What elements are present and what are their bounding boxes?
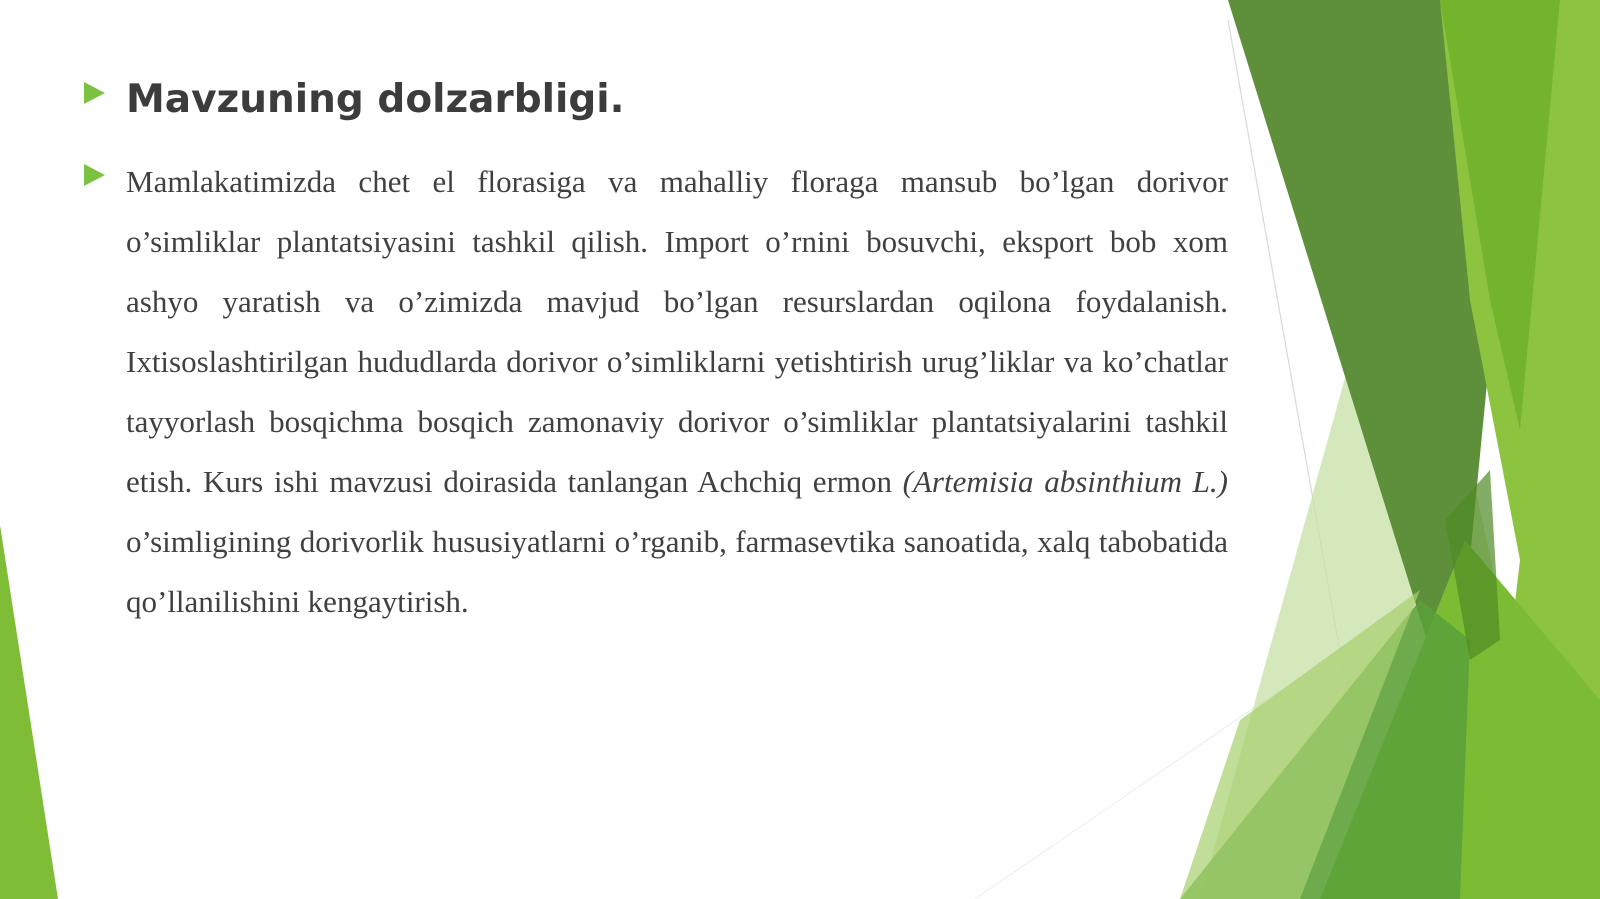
triangle-bullet-icon [84, 164, 105, 186]
body-paragraph [126, 152, 1228, 632]
body-text-part-2: o’simligining dorivorlik hususiyatlarni o’rganib, farmasevtika sanoatida, xalq tabobatida qo’llanilishini kengaytirish. [126, 524, 1228, 619]
left-green-sliver [0, 525, 58, 899]
slide-title: Mavzuning dolzarbligi. [126, 77, 625, 122]
triangle-bullet-icon [84, 82, 105, 104]
body-text-italic-species: (Artemisia absinthium L.) [902, 464, 1228, 499]
body-text-part-1: Mamlakatimizda chet el florasiga va mahalliy floraga mansub bo’lgan dorivor o’simliklar plantatsiyasini tashkil qilish. Import o’rnini bosuvchi, eksport bob xom ashyo yaratish va o’zimizda mavjud bo’lgan resurslardan oqilona foydalanish. Ixtisoslashtirilgan hududlarda dorivor o’simliklarni yetishtirish urug’liklar va ko’chatlar tayyorlash bosqichma bosqich zamonaviy dorivor o’simliklar plantatsiyalarini tashkil etish. Kurs ishi mavzusi doirasida tanlangan Achchiq ermon [126, 164, 1228, 499]
